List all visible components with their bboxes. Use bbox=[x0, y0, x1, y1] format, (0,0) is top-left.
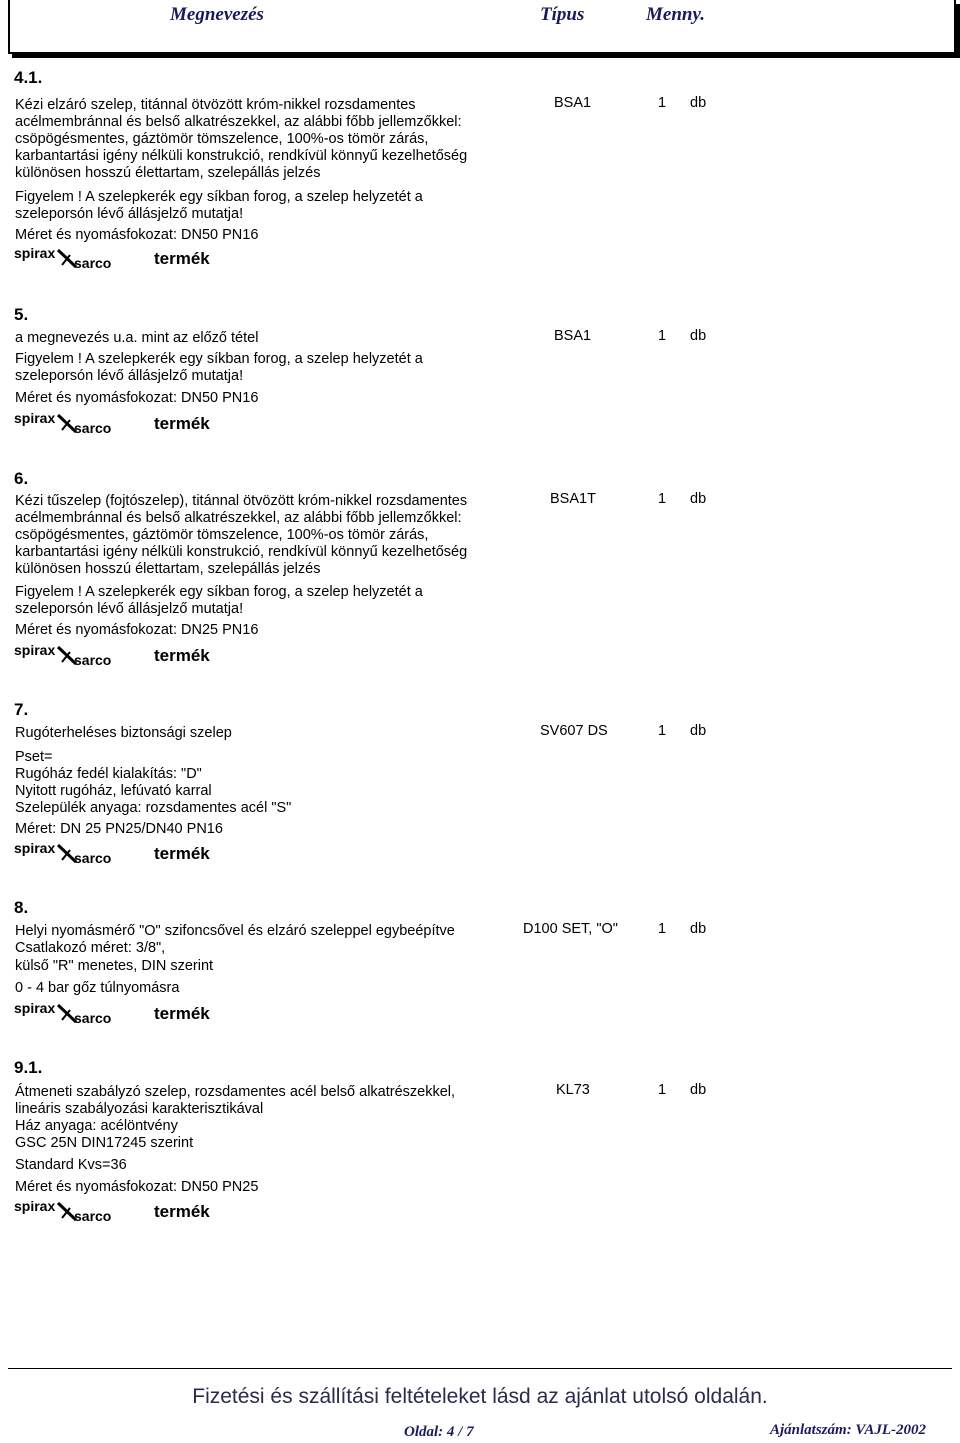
svg-text:spirax: spirax bbox=[14, 1200, 56, 1214]
item-description-line: karbantartási igény nélküli konstrukció, rendkívül könnyű kezelhetőség bbox=[15, 544, 468, 560]
spirax-sarco-logo bbox=[14, 1002, 128, 1024]
spirax-sarco-logo bbox=[14, 644, 128, 666]
item-unit: db bbox=[690, 723, 707, 739]
svg-text:spirax: spirax bbox=[14, 247, 56, 261]
item-quantity: 1 bbox=[658, 723, 667, 739]
spirax-sarco-logo bbox=[14, 247, 128, 269]
item-description-line: 0 - 4 bar gőz túlnyomásra bbox=[15, 980, 180, 996]
item-number: 7. bbox=[14, 700, 29, 719]
column-header-bar bbox=[8, 0, 956, 54]
footer-divider bbox=[8, 1368, 952, 1369]
item-number: 5. bbox=[14, 305, 29, 324]
item-description-line: szeleporsón lévő állásjelző mutatja! bbox=[15, 206, 244, 222]
item-description-line: Szelepülék anyaga: rozsdamentes acél "S" bbox=[15, 800, 292, 816]
item-description-line: Rugóház fedél kialakítás: "D" bbox=[15, 766, 202, 782]
item-description-line: külső "R" menetes, DIN szerint bbox=[15, 958, 214, 974]
svg-text:sarco: sarco bbox=[74, 652, 112, 666]
item-description-line: különösen hosszú élettartam, szelepállás jelzés bbox=[15, 165, 321, 181]
svg-text:spirax: spirax bbox=[14, 412, 56, 426]
termek-label: termék bbox=[154, 646, 210, 665]
termek-label: termék bbox=[154, 249, 210, 268]
item-description-line: csöpögésmentes, gáztömör tömszelence, 100%-os tömör zárás, bbox=[15, 131, 429, 147]
item-type: BSA1T bbox=[550, 491, 596, 507]
item-description-line: Méret és nyomásfokozat: DN25 PN16 bbox=[15, 622, 259, 638]
item-description-line: Pset= bbox=[15, 749, 53, 765]
item-description-line: Figyelem ! A szelepkerék egy síkban forog, a szelep helyzetét a bbox=[15, 351, 423, 367]
footer-note: Fizetési és szállítási feltételeket lásd az ajánlat utolsó oldalán. bbox=[192, 1385, 768, 1408]
item-description-line: különösen hosszú élettartam, szelepállás jelzés bbox=[15, 561, 321, 577]
termek-label: termék bbox=[154, 1004, 210, 1023]
termek-label: termék bbox=[154, 844, 210, 863]
item-description-line: GSC 25N DIN17245 szerint bbox=[15, 1135, 194, 1151]
svg-text:sarco: sarco bbox=[74, 850, 112, 864]
item-description-line: Méret és nyomásfokozat: DN50 PN16 bbox=[15, 227, 259, 243]
item-unit: db bbox=[690, 95, 707, 111]
item-description-line: lineáris szabályozási karakterisztikával bbox=[15, 1101, 264, 1117]
item-number: 6. bbox=[14, 469, 29, 488]
item-description-line: Méret és nyomásfokozat: DN50 PN25 bbox=[15, 1179, 259, 1195]
svg-text:spirax: spirax bbox=[14, 644, 56, 658]
item-description-line: Kézi elzáró szelep, titánnal ötvözött króm-nikkel rozsdamentes bbox=[15, 97, 416, 113]
header-name-label: Megnevezés bbox=[170, 4, 264, 25]
item-description-line: Kézi tűszelep (fojtószelep), titánnal ötvözött króm-nikkel rozsdamentes bbox=[15, 493, 468, 509]
item-description-line: acélmembránnal és belső alkatrészekkel, az alábbi főbb jellemzőkkel: bbox=[15, 510, 462, 526]
termek-label: termék bbox=[154, 1202, 210, 1221]
header-qty-label: Menny. bbox=[646, 4, 705, 25]
item-description-line: Helyi nyomásmérő "O" szifoncsővel és elzáró szeleppel egybeépítve bbox=[15, 923, 455, 939]
item-quantity: 1 bbox=[658, 491, 667, 507]
item-unit: db bbox=[690, 328, 707, 344]
item-unit: db bbox=[690, 491, 707, 507]
svg-text:spirax: spirax bbox=[14, 1002, 56, 1016]
item-description-line: Csatlakozó méret: 3/8", bbox=[15, 940, 166, 956]
item-description-line: acélmembránnal és belső alkatrészekkel, az alábbi főbb jellemzőkkel: bbox=[15, 114, 462, 130]
item-description-line: szeleporsón lévő állásjelző mutatja! bbox=[15, 601, 244, 617]
svg-text:sarco: sarco bbox=[74, 255, 112, 269]
spirax-sarco-logo bbox=[14, 1200, 128, 1222]
svg-text:sarco: sarco bbox=[74, 420, 112, 434]
item-type: BSA1 bbox=[554, 328, 592, 344]
item-type: D100 SET, "O" bbox=[523, 921, 618, 937]
item-description-line: Méret: DN 25 PN25/DN40 PN16 bbox=[15, 821, 223, 837]
spirax-sarco-logo bbox=[14, 412, 128, 434]
item-quantity: 1 bbox=[658, 921, 667, 937]
item-description-line: Ház anyaga: acélöntvény bbox=[15, 1118, 178, 1134]
page-number: Oldal: 4 / 7 bbox=[404, 1424, 474, 1440]
item-description-line: Figyelem ! A szelepkerék egy síkban forog, a szelep helyzetét a bbox=[15, 584, 423, 600]
item-unit: db bbox=[690, 921, 707, 937]
item-quantity: 1 bbox=[658, 95, 667, 111]
item-description-line: Nyitott rugóház, lefúvató karral bbox=[15, 783, 212, 799]
item-description-line: karbantartási igény nélküli konstrukció, rendkívül könnyű kezelhetőség bbox=[15, 148, 468, 164]
item-type: KL73 bbox=[556, 1082, 590, 1098]
item-description-line: Rugóterheléses biztonsági szelep bbox=[15, 725, 232, 741]
item-number: 4.1. bbox=[14, 68, 43, 87]
item-description-line: csöpögésmentes, gáztömör tömszelence, 100%-os tömör zárás, bbox=[15, 527, 429, 543]
item-number: 8. bbox=[14, 898, 29, 917]
svg-text:sarco: sarco bbox=[74, 1010, 112, 1024]
svg-text:spirax: spirax bbox=[14, 842, 56, 856]
item-quantity: 1 bbox=[658, 328, 667, 344]
item-type: BSA1 bbox=[554, 95, 592, 111]
spirax-sarco-logo bbox=[14, 842, 128, 864]
item-description-line: Átmeneti szabályzó szelep, rozsdamentes acél belső alkatrészekkel, bbox=[15, 1084, 456, 1100]
item-description-line: a megnevezés u.a. mint az előző tétel bbox=[15, 330, 259, 346]
item-number: 9.1. bbox=[14, 1058, 43, 1077]
termek-label: termék bbox=[154, 414, 210, 433]
quote-number: Ajánlatszám: VAJL-2002 bbox=[770, 1422, 926, 1438]
header-type-label: Típus bbox=[540, 4, 585, 25]
item-description-line: Méret és nyomásfokozat: DN50 PN16 bbox=[15, 390, 259, 406]
item-description-line: Figyelem ! A szelepkerék egy síkban forog, a szelep helyzetét a bbox=[15, 189, 423, 205]
svg-text:sarco: sarco bbox=[74, 1208, 112, 1222]
item-quantity: 1 bbox=[658, 1082, 667, 1098]
item-type: SV607 DS bbox=[540, 723, 608, 739]
item-description-line: szeleporsón lévő állásjelző mutatja! bbox=[15, 368, 244, 384]
item-description-line: Standard Kvs=36 bbox=[15, 1157, 127, 1173]
item-unit: db bbox=[690, 1082, 707, 1098]
